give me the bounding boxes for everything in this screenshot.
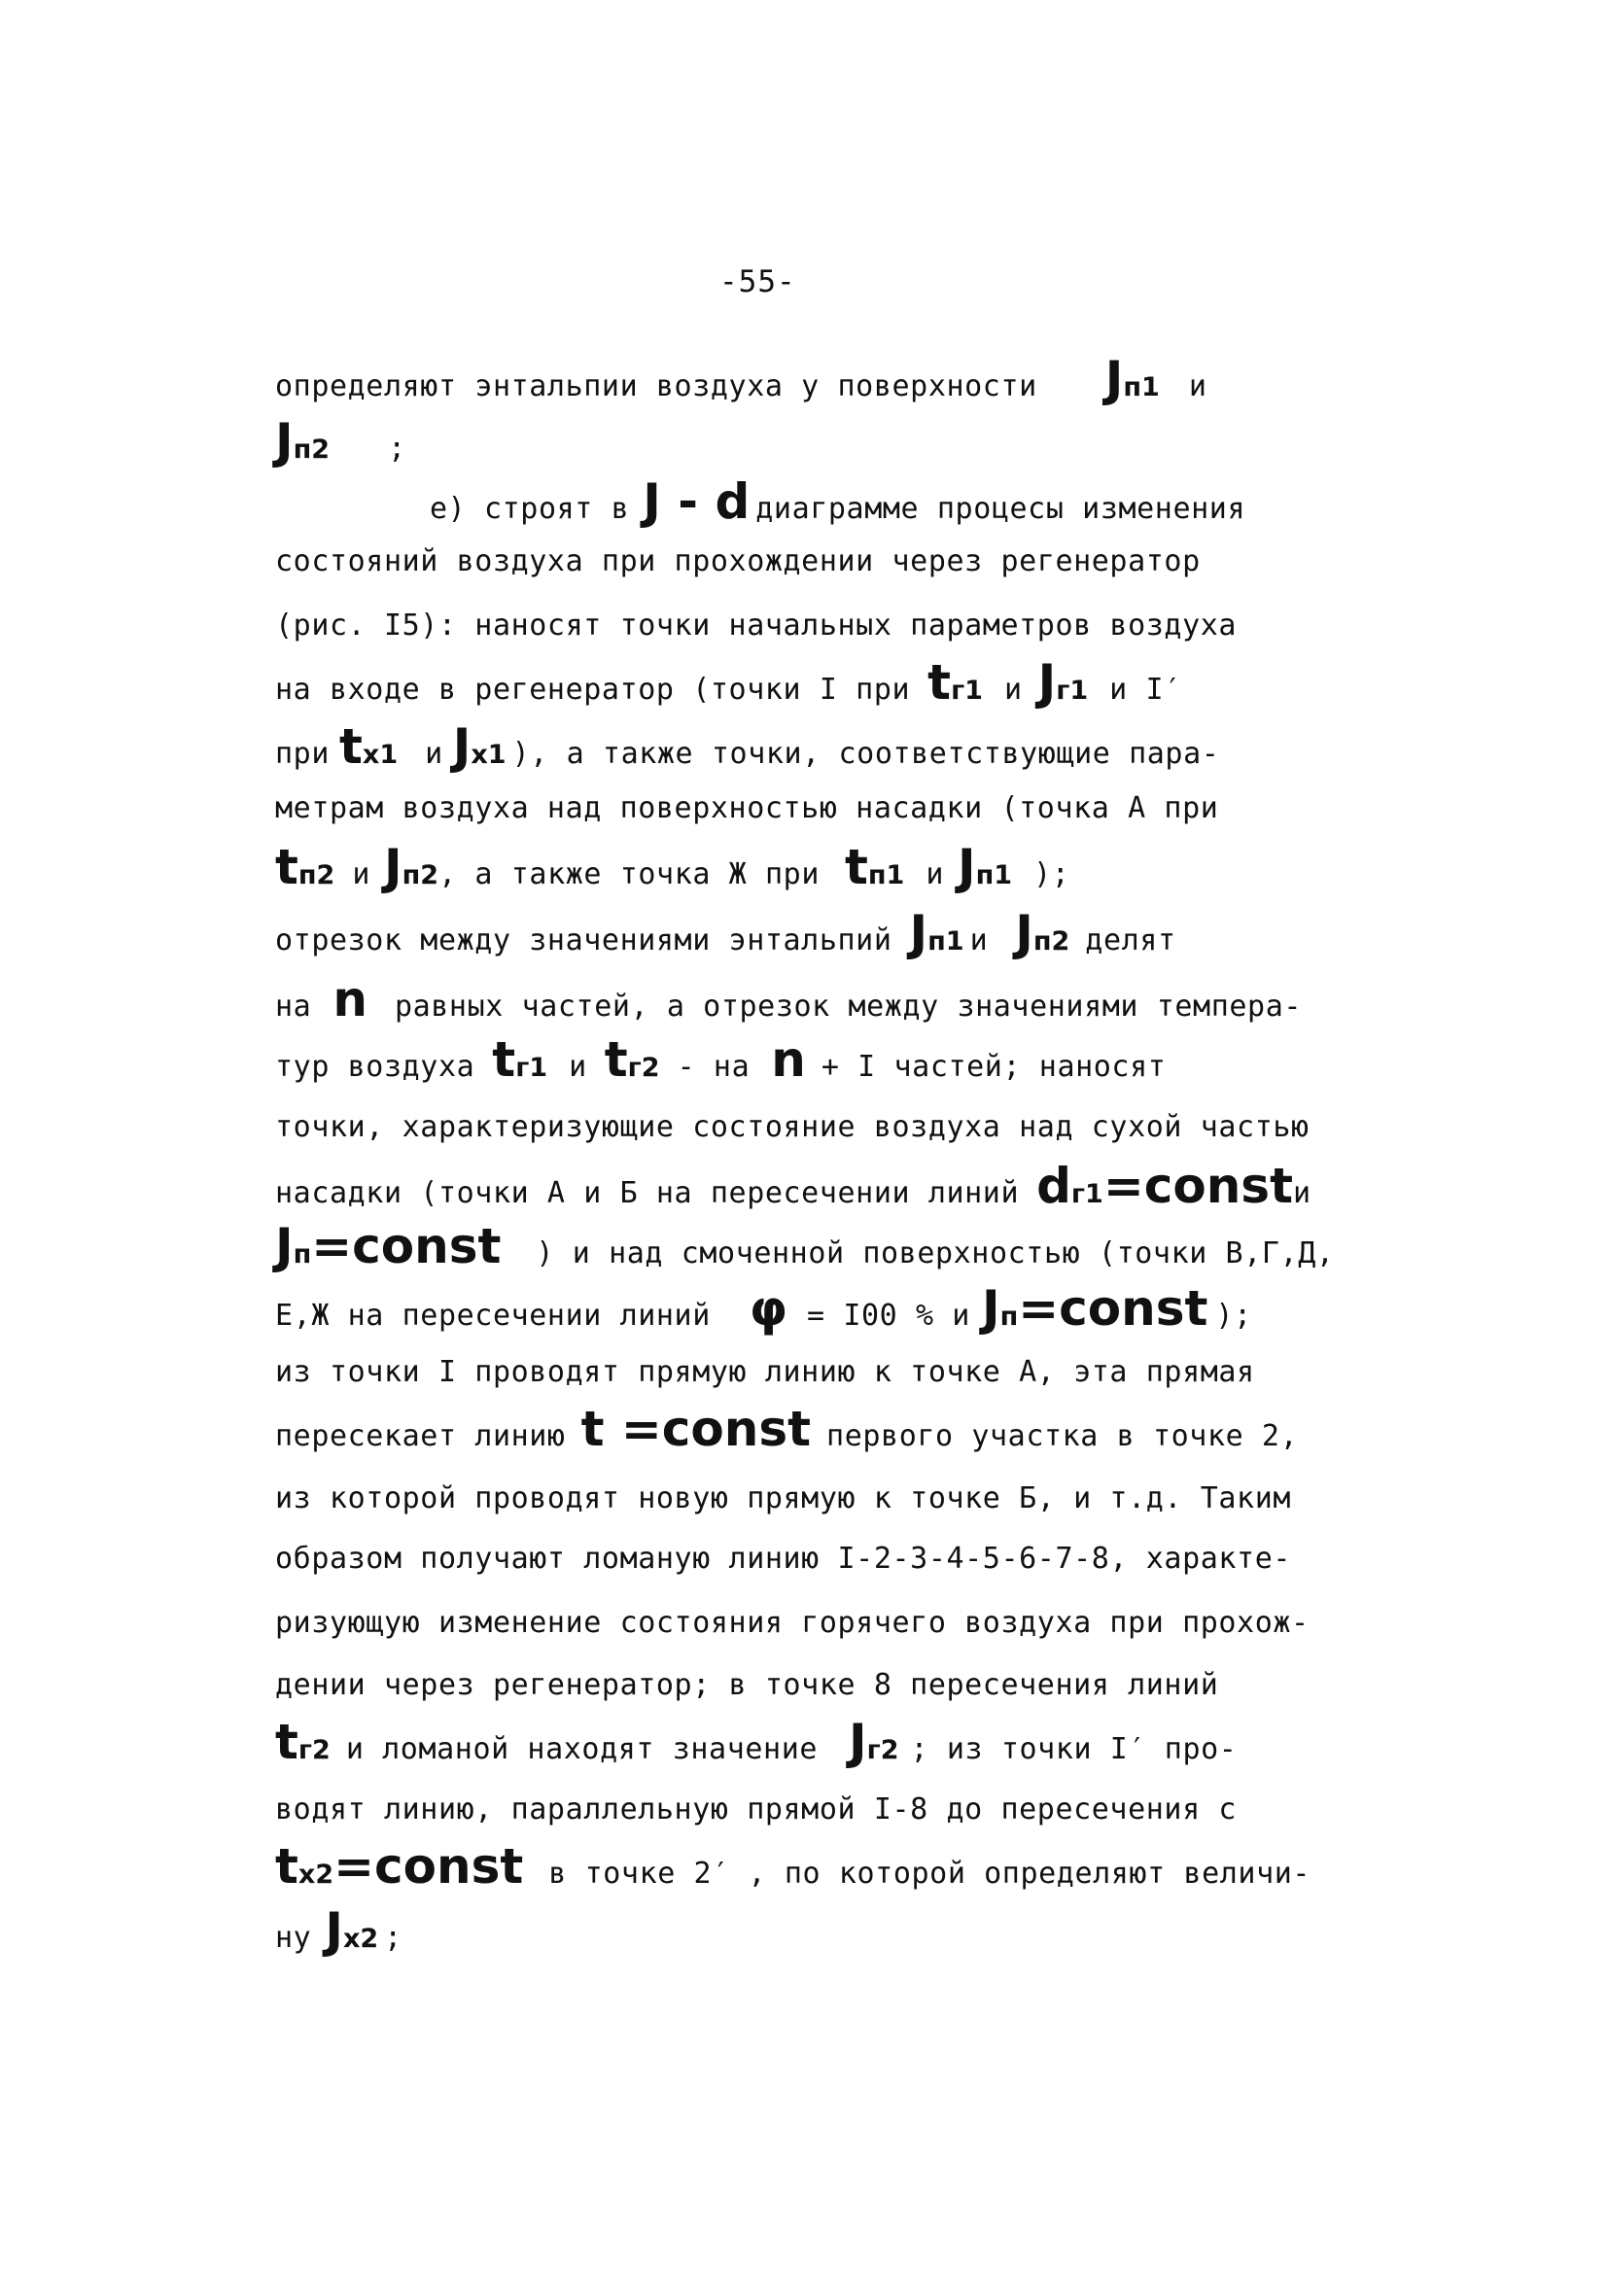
text: ; [388, 432, 406, 466]
text: е) строят в [430, 492, 630, 526]
formula-J: Jп2 [1015, 905, 1070, 961]
text: и [352, 857, 371, 891]
text-line-16 [275, 1280, 1383, 1337]
text-line-20 [275, 1540, 1383, 1579]
text: диаграмме процесы изменения [755, 492, 1246, 526]
formula-phi: φ [749, 1280, 788, 1337]
text-line-15 [275, 1218, 1383, 1274]
text: Е,Ж на пересечении линий [275, 1299, 711, 1333]
text: из точки I проводят прямую линию к точке А, эта прямая [275, 1355, 1255, 1389]
text: на [275, 990, 312, 1024]
text: - на [677, 1050, 751, 1084]
text-line-1 [275, 351, 1383, 407]
text: и [1003, 673, 1023, 707]
formula-J-const: Jп=const [275, 1218, 502, 1274]
text-line-17 [275, 1353, 1383, 1392]
text: и [569, 1050, 587, 1084]
text-line-13 [275, 1108, 1383, 1147]
text-line-7 [275, 718, 1383, 775]
text-line-18 [275, 1401, 1383, 1457]
text: ; [384, 1921, 402, 1955]
text-line-3 [430, 473, 1538, 530]
text-line-23 [275, 1714, 1383, 1770]
text-line-14 [275, 1158, 1383, 1214]
text: ), а также точки, соответствующие пара- [511, 737, 1220, 771]
text: делят [1085, 923, 1176, 957]
text: = I00 % и [807, 1299, 970, 1333]
text: образом получают ломаную линию I-2-3-4-5-6-7-8, характе- [275, 1542, 1292, 1576]
text-line-25 [275, 1838, 1383, 1895]
text: и [926, 857, 945, 891]
text: равных частей, а отрезок между значениями темпера- [394, 990, 1303, 1024]
formula-J: Jп1 [1104, 351, 1160, 407]
text: дении через регенератор; в точке 8 пересечения линий [275, 1668, 1219, 1702]
text: и [1188, 369, 1207, 403]
text-line-12 [275, 1031, 1383, 1088]
text: из которой проводят новую прямую к точке Б, и т.д. Таким [275, 1481, 1292, 1515]
formula-J: Jп2 [384, 839, 439, 895]
formula-t-const: tх2=const [275, 1838, 524, 1895]
text-line-10 [275, 905, 1383, 961]
text: насадки (точки А и Б на пересечении линий [275, 1176, 1020, 1210]
text: и I′ [1109, 673, 1182, 707]
formula-J: Jг1 [1037, 654, 1089, 711]
formula-J: Jп1 [909, 905, 964, 961]
formula-t-const: t =const [580, 1401, 812, 1457]
text-line-21 [275, 1604, 1383, 1643]
text-line-24 [275, 1791, 1383, 1829]
text: точки, характеризующие состояние воздуха над сухой частью [275, 1110, 1310, 1144]
text-line-6 [275, 654, 1383, 711]
text: тур воздуха [275, 1050, 475, 1084]
text: в точке 2′ , по которой определяют величи- [548, 1857, 1311, 1891]
formula-d-const: dг1=const [1036, 1158, 1293, 1214]
formula-J: Jг2 [849, 1714, 899, 1770]
formula-t: tг2 [275, 1714, 331, 1770]
text: и [1292, 1176, 1311, 1210]
text-line-22 [275, 1666, 1383, 1705]
text-line-19 [275, 1479, 1383, 1518]
formula-t: tп2 [275, 839, 335, 895]
text: + I частей; наносят [821, 1050, 1167, 1084]
text: определяют энтальпии воздуха у поверхности [275, 369, 1037, 403]
page-number: -55- [719, 264, 796, 299]
formula-J: Jх1 [452, 718, 507, 775]
text-line-11 [275, 971, 1383, 1027]
formula-t: tг1 [492, 1031, 548, 1088]
text: и [425, 737, 443, 771]
text: состояний воздуха при прохождении через регенератор [275, 544, 1201, 578]
formula-J-const: Jп=const [981, 1280, 1208, 1337]
formula-n: n [332, 971, 367, 1027]
text: , а также точка Ж при [438, 857, 820, 891]
formula-t: tг1 [927, 654, 983, 711]
text: отрезок между значениями энтальпий [275, 923, 892, 957]
text: ); [1033, 857, 1070, 891]
text-line-9 [275, 839, 1383, 895]
text-line-5 [275, 607, 1383, 645]
formula-J: Jх2 [325, 1902, 379, 1959]
text: ну [275, 1921, 312, 1955]
text: ; из точки I′ про- [910, 1732, 1238, 1766]
text-line-8 [275, 789, 1383, 828]
formula-J: Jп1 [958, 839, 1013, 895]
text-line-2 [275, 413, 1383, 470]
text: водят линию, параллельную прямой I-8 до пересечения с [275, 1792, 1238, 1826]
text: ) и над смоченной поверхностью (точки В,Г,Д, [536, 1236, 1335, 1270]
formula-J-d: J - d [643, 473, 751, 530]
text: и ломаной находят значение [345, 1732, 819, 1766]
formula-t: tх1 [339, 718, 399, 775]
text: при [275, 737, 330, 771]
text: метрам воздуха над поверхностью насадки (точка А при [275, 791, 1219, 825]
text: и [969, 923, 989, 957]
formula-t: tг2 [604, 1031, 660, 1088]
text: первого участка в точке 2, [826, 1419, 1299, 1453]
text-line-4 [275, 542, 1383, 581]
text: ); [1215, 1299, 1252, 1333]
text: (рис. I5): наносят точки начальных параметров воздуха [275, 609, 1238, 643]
formula-J: Jп2 [275, 413, 331, 470]
text: на входе в регенератор (точки I при [275, 673, 911, 707]
text: пересекает линию [275, 1419, 566, 1453]
text: ризующую изменение состояния горячего воздуха при прохож- [275, 1606, 1310, 1640]
formula-n: n [771, 1031, 806, 1088]
text-line-26 [275, 1902, 1383, 1959]
formula-t: tп1 [845, 839, 905, 895]
